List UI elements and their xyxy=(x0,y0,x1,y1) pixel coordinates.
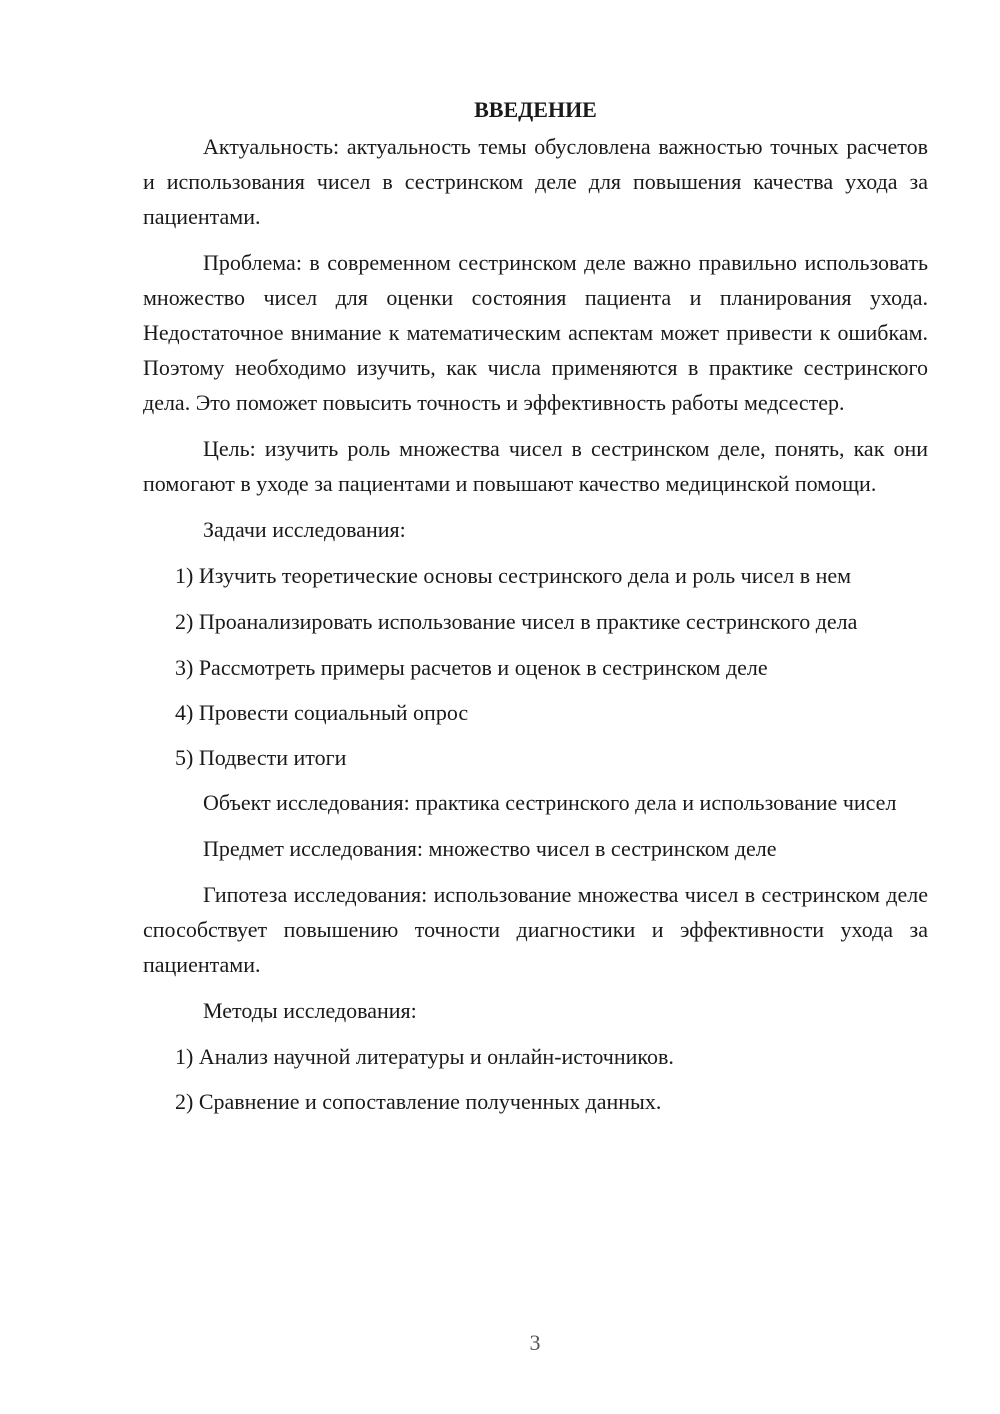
methods-heading: Методы исследования: xyxy=(203,998,417,1023)
paragraph-hypothesis: Гипотеза исследования: использование множества чисел в сестринском деле способствует повышению точности диагностики и эффективности ухода за пациентами. xyxy=(143,882,928,977)
section-title: ВВЕДЕНИЕ xyxy=(474,97,597,122)
paragraph-subject: Предмет исследования: множество чисел в сестринском деле xyxy=(203,836,777,861)
method-item: 1) Анализ научной литературы и онлайн-источников. xyxy=(175,1044,674,1069)
paragraph-relevance: Актуальность: актуальность темы обусловлена важностью точных расчетов и использования чисел в сестринском деле для повышения качества ухода за пациентами. xyxy=(143,134,928,229)
task-item: 2) Проанализировать использование чисел в практике сестринского дела xyxy=(175,609,858,634)
paragraph-goal: Цель: изучить роль множества чисел в сестринском деле, понять, как они помогают в уходе за пациентами и повышают качество медицинской помощи. xyxy=(143,436,928,496)
task-item: 1) Изучить теоретические основы сестринского дела и роль чисел в нем xyxy=(175,563,852,588)
task-item: 5) Подвести итоги xyxy=(175,745,347,770)
method-item: 2) Сравнение и сопоставление полученных данных. xyxy=(175,1089,662,1114)
paragraph-object: Объект исследования: практика сестринского дела и использование чисел xyxy=(203,790,897,815)
task-item: 4) Провести социальный опрос xyxy=(175,700,469,725)
task-item: 3) Рассмотреть примеры расчетов и оценок в сестринском деле xyxy=(175,655,768,680)
page-number: 3 xyxy=(529,1330,541,1355)
tasks-heading: Задачи исследования: xyxy=(203,517,406,542)
document-page xyxy=(143,92,928,1129)
paragraph-problem: Проблема: в современном сестринском деле важно правильно использовать множество чисел для оценки состояния пациента и планирования ухода. Недостаточное внимание к математическим аспектам может привести к ошибкам. Поэтому необходимо изучить, как числа применяются в практике сестринского дела. Это поможет повысить точность и эффективность работы медсестер. xyxy=(143,250,928,415)
